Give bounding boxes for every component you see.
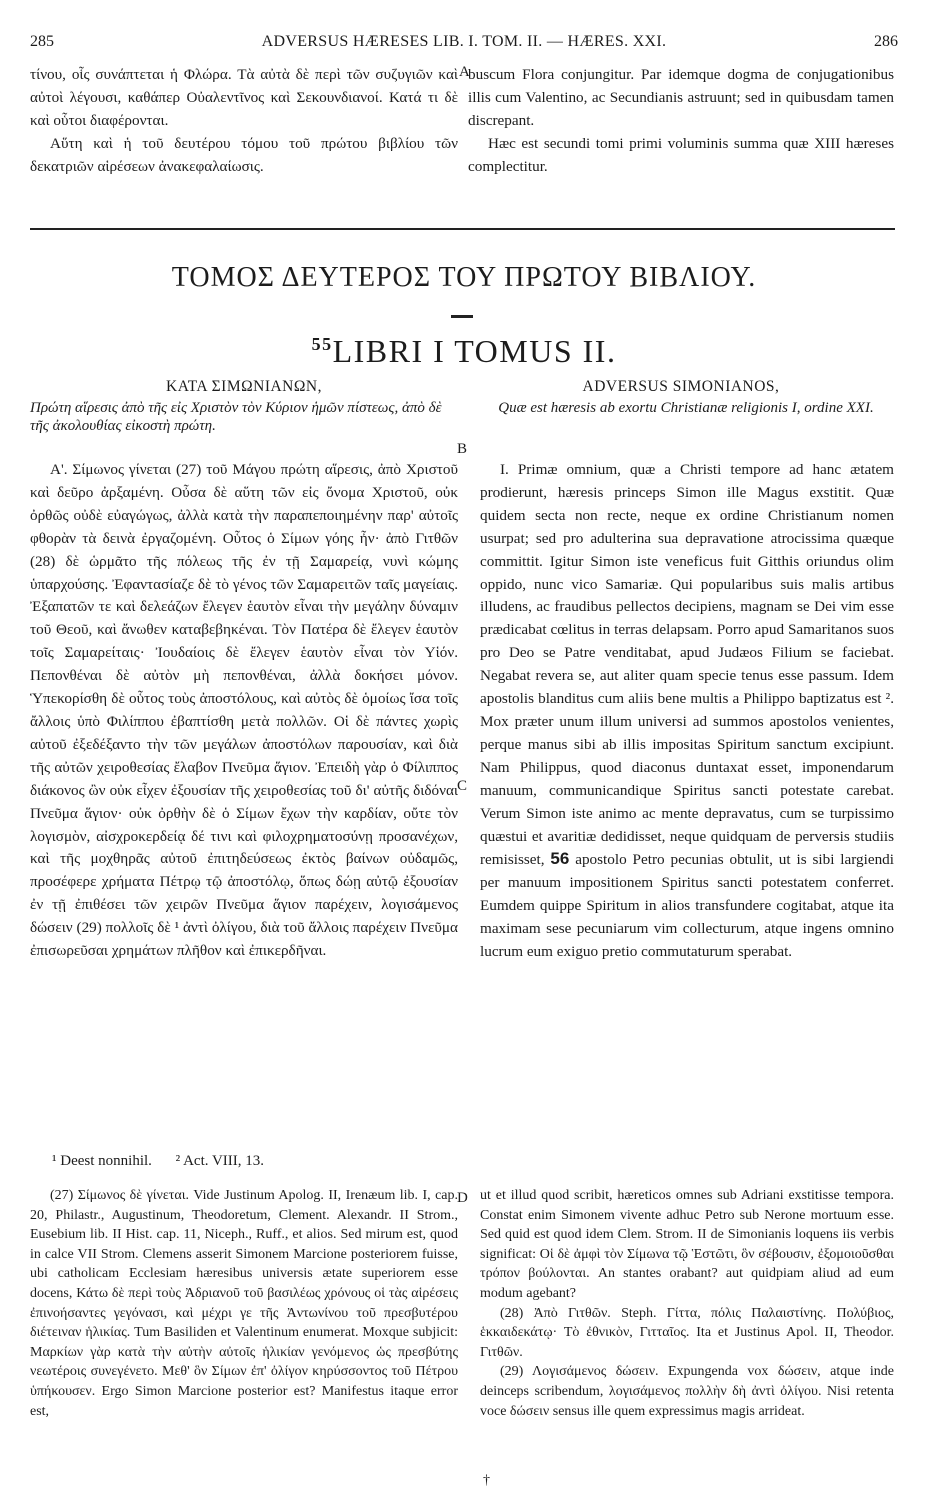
- intro-greek-paragraph: τίνου, οἷς συνάπτεται ἡ Φλώρα. Τὰ αὐτὰ δὲ περὶ τῶν συζυγιῶν καὶ αὐτοὶ λέγουσι, καθάπερ Οὐαλεντῖνος καὶ Σεκουνδιανοί. Κατά τι δὲ καὶ οὗτοι διαφέρονται.: [30, 66, 458, 129]
- intro-greek-column: [30, 64, 458, 179]
- latin-body-paragraph: [480, 459, 894, 964]
- margin-letter-c: C: [457, 778, 468, 794]
- running-head: [30, 33, 898, 55]
- page-number-right: 286: [874, 33, 898, 50]
- dagger-mark: †: [483, 1473, 490, 1488]
- latin-title: LIBRI I TOMUS II.: [332, 333, 617, 369]
- note-27: (27) Σίμωνος δὲ γίνεται. Vide Justinum Apolog. II, Irenæum lib. I, cap. 20, Philastr., Augustinum, Theodoretum, Clement. Alexandr. II Strom., Eusebium lib. II Hist. cap. 11, Niceph., Ruff., et alios. Sed mirum est, quod in calce VII Strom. Clemens asserit Simonem Marcione posteriorem fuisse, ubi catholicam Ecclesiam hæresibus universis ætate superiorem esse docens, Κάτω δὲ περὶ τοὺς Ἀδριανοῦ τοῦ βασιλέως χρόνους οἱ τὰς αἱρέσεις ἐπινοήσαντες γεγόνασι, καὶ μέχρι γε τῆς Ἀντωνίνου τοῦ πρεσβυτέρου διέτειναν ἡλικίας. Tum Basiliden et Valentinum enumerat. Moxque subjicit: Μαρκίων γὰρ κατὰ τὴν αὐτὴν αὐτοῖς ἡλικίαν γενόμενος ὡς πρεσβύτης νεωτέροις συνεγένετο. Μεθ' ὃν Σίμων ἐπ' ὀλίγον κηρύσσοντος τοῦ Πέτρου ὑπήκουσεν. Ergo Simon Marcione posterior est? Manifestus itaque error est,: [30, 1188, 458, 1419]
- note-27-continued: ut et illud quod scribit, hæreticos omnes sub Adriani exstitisse tempora. Constat enim Simonem vivente adhuc Petro sub Nerone mortuum esse. Sed quid est quod idem Clem. Strom. II de Simonianis loquens iis verbis significat: Οἱ δὲ ἀμφὶ τὸν Σίμωνα τῷ Ἑστῶτι, ὃν σέβουσιν, ἐξομοιοῦσθαι τρόπον βούλονται. An stantes orabant? aut quidpiam aliud ad eum modum agebant?: [480, 1188, 894, 1301]
- note-28: (28) Ἀπὸ Γιτθῶν. Steph. Γίττα, πόλις Παλαιστίνης. Πολύβιος, ἑκκαιδεκάτῳ· Τὸ ἐθνικὸν, Γιτταῖος. Ita et Justinus Apol. II, Theodor. Γιτθῶν.: [480, 1305, 894, 1360]
- margin-letter-b: B: [457, 441, 468, 457]
- greek-section-head: ΚΑΤΑ ΣΙΜΩΝΙΑΝΩΝ,: [166, 378, 322, 395]
- greek-body-column: [30, 459, 458, 963]
- footnote-1: ¹ Deest nonnihil.: [52, 1153, 152, 1169]
- page-marker-55: 55: [311, 334, 333, 354]
- margin-letter-a: A: [459, 64, 470, 80]
- latin-title-line: [0, 333, 928, 370]
- footnotes: [52, 1153, 284, 1170]
- greek-title: ΤΟΜΟΣ ΔΕΥΤΕΡΟΣ ΤΟΥ ΠΡΩΤΟΥ ΒΙΒΛΙΟΥ.: [171, 262, 757, 293]
- notes-right-column: [480, 1186, 894, 1421]
- notes-left-column: [30, 1186, 458, 1421]
- intro-latin-paragraph: buscum Flora conjungitur. Par idemque dogma de conjugationibus illis cum Valentino, ac Secundianis astruunt; sed in quibusdam tamen discrepant.: [468, 66, 894, 129]
- latin-body-column: [480, 459, 894, 964]
- greek-body-text: Α'. Σίμωνος γίνεται (27) τοῦ Μάγου πρώτη αἵρεσις, ἀπὸ Χριστοῦ καὶ δεῦρο ἀρξαμένη. Οὖσα δὲ αὕτη τῶν εἰς ὄνομα Χριστοῦ, οὐκ ὀρθῶς οὐδὲ εὐαγώγως, ἀλλὰ κατὰ τὴν παραπεποιημένην παρ' αὐτοῖς φθορὰν τὰ δεινὰ ἐργαζομένη. Οὗτος ὁ Σίμων γόης ἦν· ἀπὸ Γιτθῶν (28) δὲ ὡρμᾶτο τῆς πόλεως τῆς ἐν τῇ Σαμαρείᾳ, νυνὶ κώμης ὑπαρχούσης. Ἐφαντασίαζε δὲ τὸ γένος τῶν Σαμαρειτῶν ταῖς μαγείαις. Ἐξαπατῶν τε καὶ δελεάζων ἔλεγεν ἑαυτὸν εἶναι τὴν μεγάλην δύναμιν τοῦ Θεοῦ, καὶ ἄνωθεν καταβεβηκέναι. Τὸν Πατέρα δὲ ἔλεγεν ἑαυτὸν τοῖς Σαμαρείταις· Ἰουδαίοις δὲ ἔλεγεν ἑαυτὸν εἶναι τὸν Υἱόν. Πεπονθέναι δὲ αὐτὸν μὴ πεπονθέναι, ἀλλὰ δοκήσει μόνον. Ὑπεκορίσθη δὲ οὗτος τοὺς ἀποστόλους, καὶ αὐτὸς δὲ ὁμοίως ἴσα τοῖς ἄλλοις ὑπὸ Φιλίππου ἐβαπτίσθη μετὰ πολλῶν. Οἱ δὲ πάντες χωρὶς αὐτοῦ ἐξεδέξαντο τὴν τῶν μεγάλων ἀποστόλων παρουσίαν, καὶ διὰ τῆς αὐτῶν χειροθεσίας ἔλαβον Πνεῦμα ἅγιον. Ἐπειδὴ γὰρ ὁ Φίλιππος διάκονος ὢν οὐκ εἶχεν ἐξουσίαν τῆς χειροθεσίας τοῦ δι' αὐτῆς διδόναι Πνεῦμα ἅγιον· οὐκ ὀρθὴν δὲ ὁ Σίμων ἔχων τὴν καρδίαν, οὔτε τὸν λογισμὸν, αἰσχροκερδείᾳ δέ τινι καὶ φιλοχρηματοσύνῃ προσανέχων, καὶ τῆς μοχθηρᾶς αὐτοῦ ἐπιτηδεύσεως ἐκτὸς βαίνων οὐδαμῶς, προσέφερε χρήματα Πέτρῳ τῷ ἀποστόλῳ, ὅπως δώῃ αὐτῷ ἐξουσίαν ἐν τῇ ἐπιθέσει τῶν χειρῶν Πνεῦμα ἅγιον παρέχειν, λογισάμενος δώσειν (29) πολλοῖς δὲ ¹ ἀντὶ ὀλίγου, διὰ τοῦ ἄλλοις παρέχειν Πνεῦμα ἐπισωρεῦσαι χρημάτων πλῆθον καὶ ἐπικερδῆναι.: [30, 461, 458, 960]
- greek-caption: Πρώτη αἵρεσις ἀπὸ τῆς εἰς Χριστὸν τὸν Κύριον ἡμῶν πίστεως, ἀπὸ δὲ τῆς ἀκολουθίας εἰκοστὴ πρώτη.: [30, 400, 442, 434]
- running-title: ADVERSUS HÆRESES LIB. I. TOM. II. — HÆRES. XXI.: [261, 33, 667, 50]
- page-marker-56: 56: [550, 849, 570, 869]
- footnote-2: ² Act. VIII, 13.: [175, 1153, 265, 1169]
- latin-body-text-a: I. Primæ omnium, quæ a Christi tempore ad hanc ætatem prodierunt, hæresis princeps Simon ille Magus exstitit. Quæ quidem secta non recte, neque ex ordine Christianum nomen usurpat; sed pro adulterina sua depravatione atrocissima quæque committit. Igitur Simon iste veneficus fuit Gitthis oriundus olim oppido, nunc vico Samariæ. Qui popularibus suis malis artibus illudens, ac fraudibus pellectos decipiens, magnam se Dei vim esse prædicabat cœlitus in terras delapsam. Porro apud Samaritanos suos pro Deo se Patre venditabat, apud Judæos Filium se faciebat. Negabat revera se, aut aliter quam specie tenus esse passum. Idem apostolis blanditus cum aliis bene multis a Philippo baptizatus est ². Mox præter unum illum universi ad summos apostolos venientes, perque manus sibi ab illis impositas Spiritum sanctum excipiunt. Nam Philippus, quod diaconus duntaxat esset, imponendarum manuum, communicandique Spiritus sancti potestate carebat. Verum Simon iste animo ac mente depravatus, cum se turpissimo quæstui et avaritiæ dedidisset, neque quidquam de perversis studiis remisisset,: [480, 461, 894, 869]
- section-divider: [30, 228, 895, 230]
- intro-latin-summary: Hæc est secundi tomi primi voluminis summa quæ XIII hæreses complectitur.: [468, 134, 894, 175]
- intro-greek-summary: Αὕτη καὶ ἡ τοῦ δευτέρου τόμου τοῦ πρώτου βιβλίου τῶν δεκατριῶν αἱρέσεων ἀνακεφαλαίωσις.: [30, 134, 458, 175]
- intro-latin-column: [468, 64, 894, 179]
- latin-body-text-b: apostolo Petro pecunias obtulit, ut is sibi largiendi per manuum impositionem Spiritus sancti potestatem conferret. Eumdem quippe Spiritum in alios transfundere cogitabat, atque ita maximam sese pecuniarum vim collecturum, atque ingens omnino lucrum eum exiguo pretio commutaturum sperabat.: [480, 851, 895, 961]
- latin-caption: Quæ est hæresis ab exortu Christianæ religionis I, ordine XXI.: [498, 400, 874, 416]
- title-dash: [451, 315, 473, 318]
- margin-letter-d: D: [457, 1190, 468, 1206]
- page-number-left: 285: [30, 33, 54, 50]
- latin-section-head: ADVERSUS SIMONIANOS,: [582, 378, 780, 395]
- note-29: (29) Λογισάμενος δώσειν. Expungenda vox δώσειν, atque inde deinceps scribendum, λογισάμενος πολλὴν δὴ ἀντὶ ὀλίγου. Nisi retenta voce δώσειν sensus ille quem expressimus magis arrideat.: [480, 1364, 894, 1419]
